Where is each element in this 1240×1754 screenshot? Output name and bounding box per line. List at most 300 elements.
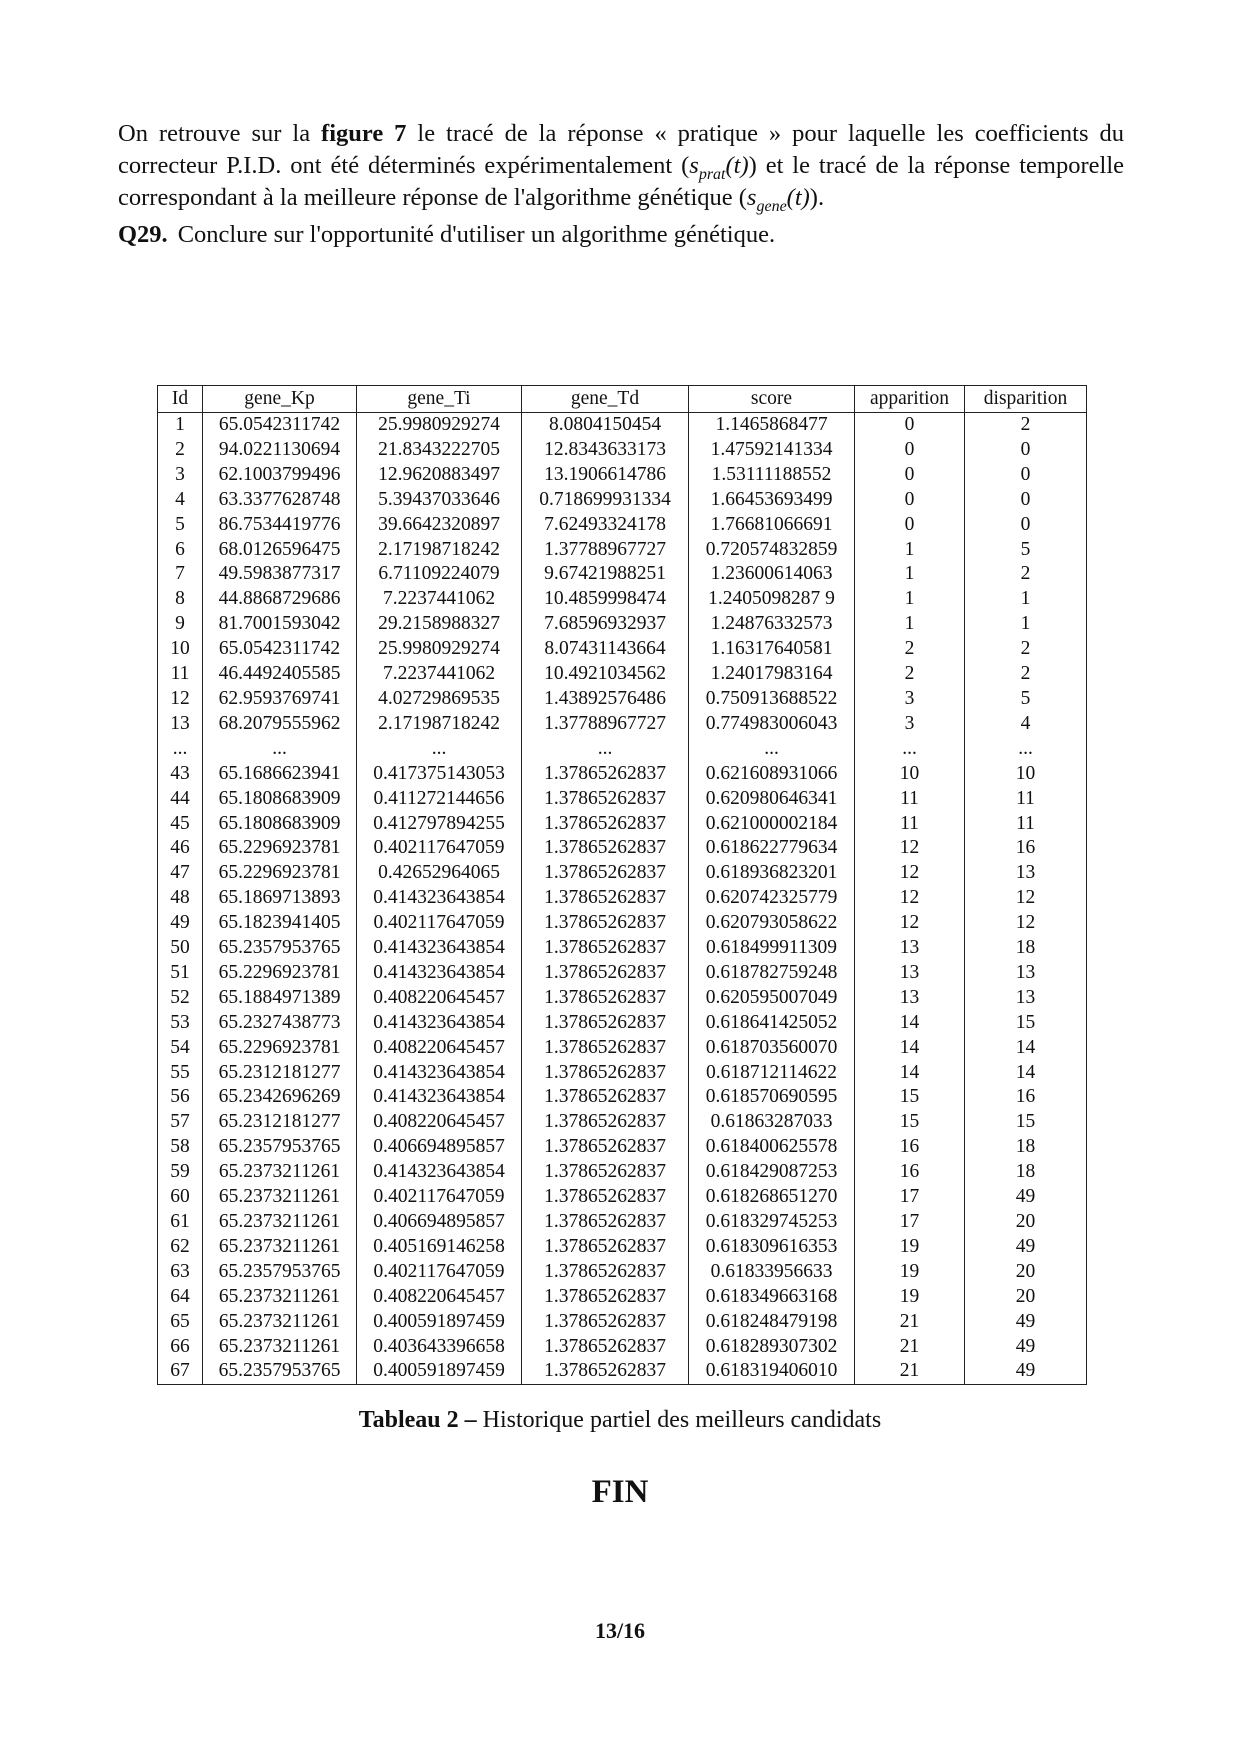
cell-score: 0.621000002184 [689,812,855,837]
cell-id: 62 [158,1235,203,1260]
cell-gene-ti: 7.2237441062 [357,662,522,687]
cell-disparition: 14 [965,1061,1087,1086]
intro-text-part-2: le tracé de la réponse « pratique » pour laquelle les coefficients du correcteur P.I.D. ont été déterminés expérimentalement ( [118,120,1124,179]
cell-gene-ti: 25.9980929274 [357,413,522,438]
intro-text [118,118,1124,214]
table-caption [0,1405,1240,1435]
cell-gene-td: 1.37865262837 [522,886,689,911]
header-gene-kp: gene_Kp [203,386,357,413]
cell-gene-td: 1.37788967727 [522,538,689,563]
table-row [158,787,1087,812]
cell-gene-td: 1.37865262837 [522,762,689,787]
s-gene-symbol: s [746,184,757,211]
cell-gene-td: 1.37865262837 [522,1359,689,1384]
cell-score: 1.47592141334 [689,438,855,463]
cell-disparition: 49 [965,1235,1087,1260]
cell-id: 54 [158,1036,203,1061]
cell-gene-td: 10.4859998474 [522,587,689,612]
cell-id: 3 [158,463,203,488]
cell-disparition: 11 [965,812,1087,837]
cell-score: 0.618782759248 [689,961,855,986]
cell-gene-td: 8.07431143664 [522,637,689,662]
cell-apparition: 0 [855,513,965,538]
table-row [158,488,1087,513]
cell-score: 0.618641425052 [689,1011,855,1036]
cell-gene-kp: 46.4492405585 [203,662,357,687]
cell-id: 46 [158,836,203,861]
cell-apparition: 19 [855,1235,965,1260]
cell-score: 0.618622779634 [689,836,855,861]
cell-score: 0.618349663168 [689,1285,855,1310]
cell-disparition: 18 [965,936,1087,961]
candidates-table [157,385,1087,1385]
table-row [158,1160,1087,1185]
cell-apparition: 13 [855,961,965,986]
cell-apparition: 15 [855,1085,965,1110]
cell-disparition: 1 [965,587,1087,612]
cell-apparition: 2 [855,637,965,662]
cell-gene-kp: 65.2327438773 [203,1011,357,1036]
cell-score: 1.76681066691 [689,513,855,538]
cell-id: 58 [158,1135,203,1160]
cell-disparition: 2 [965,413,1087,438]
cell-gene-td: 1.37865262837 [522,1310,689,1335]
cell-score: 0.618499911309 [689,936,855,961]
cell-gene-kp: 65.2357953765 [203,1135,357,1160]
page-number: 13/16 [594,1618,646,1643]
cell-apparition: 13 [855,986,965,1011]
cell-id: 49 [158,911,203,936]
cell-score: 0.61833956633 [689,1260,855,1285]
table-row [158,1135,1087,1160]
cell-gene-kp: 44.8868729686 [203,587,357,612]
cell-apparition: 12 [855,886,965,911]
cell-gene-ti: 0.412797894255 [357,812,522,837]
cell-disparition: 49 [965,1185,1087,1210]
table-row [158,961,1087,986]
cell-gene-ti: 0.408220645457 [357,1110,522,1135]
cell-apparition: 11 [855,812,965,837]
cell-id: 43 [158,762,203,787]
cell-disparition: 18 [965,1135,1087,1160]
cell-id: 57 [158,1110,203,1135]
cell-disparition: 0 [965,438,1087,463]
s-gene-subscript: gene [756,198,787,215]
cell-gene-ti: 0.414323643854 [357,936,522,961]
table-row [158,1310,1087,1335]
cell-id: 47 [158,861,203,886]
cell-gene-td: 1.43892576486 [522,687,689,712]
cell-apparition: 3 [855,687,965,712]
cell-gene-ti: 0.408220645457 [357,1285,522,1310]
cell-gene-td: 1.37865262837 [522,986,689,1011]
cell-disparition: 15 [965,1110,1087,1135]
header-score: score [689,386,855,413]
cell-disparition: 15 [965,1011,1087,1036]
table-row [158,737,1087,762]
cell-id: 52 [158,986,203,1011]
cell-gene-ti: 0.402117647059 [357,1185,522,1210]
cell-id: 60 [158,1185,203,1210]
cell-gene-kp: 68.0126596475 [203,538,357,563]
cell-gene-td: 12.8343633173 [522,438,689,463]
header-id: Id [158,386,203,413]
cell-gene-ti: 0.42652964065 [357,861,522,886]
cell-id: 8 [158,587,203,612]
cell-id: 64 [158,1285,203,1310]
cell-id: 48 [158,886,203,911]
cell-gene-td: 1.37865262837 [522,936,689,961]
cell-score: 1.16317640581 [689,637,855,662]
cell-score: 1.24017983164 [689,662,855,687]
cell-gene-td: 1.37865262837 [522,836,689,861]
cell-disparition: 12 [965,911,1087,936]
table-row [158,1285,1087,1310]
cell-gene-td: 7.62493324178 [522,513,689,538]
cell-gene-td: 1.37865262837 [522,1185,689,1210]
cell-gene-ti: 0.414323643854 [357,1061,522,1086]
cell-apparition: 15 [855,1110,965,1135]
table-row [158,986,1087,1011]
cell-gene-td: 1.37865262837 [522,1260,689,1285]
cell-disparition: 16 [965,836,1087,861]
cell-id: ... [158,737,203,762]
cell-score: 0.618936823201 [689,861,855,886]
cell-disparition: 14 [965,1036,1087,1061]
cell-id: 63 [158,1260,203,1285]
intro-text-part-1: On retrouve sur la [118,120,322,147]
cell-gene-kp: 65.1823941405 [203,911,357,936]
table-row [158,836,1087,861]
cell-gene-kp: 65.2373211261 [203,1285,357,1310]
cell-disparition: 11 [965,787,1087,812]
cell-score: 0.774983006043 [689,712,855,737]
table-body [158,413,1087,1385]
cell-id: 4 [158,488,203,513]
cell-apparition: 14 [855,1061,965,1086]
table-header-row [158,386,1087,413]
table-row [158,413,1087,438]
table-row [158,1235,1087,1260]
header-gene-ti: gene_Ti [357,386,522,413]
cell-score: 0.618319406010 [689,1359,855,1384]
cell-disparition: 1 [965,612,1087,637]
table-row [158,463,1087,488]
cell-gene-td: 1.37865262837 [522,1011,689,1036]
table-row [158,911,1087,936]
cell-gene-kp: 49.5983877317 [203,562,357,587]
cell-id: 59 [158,1160,203,1185]
cell-id: 5 [158,513,203,538]
cell-gene-td: 1.37865262837 [522,961,689,986]
cell-disparition: 13 [965,861,1087,886]
table-row [158,812,1087,837]
cell-id: 9 [158,612,203,637]
table-row [158,861,1087,886]
cell-apparition: 21 [855,1310,965,1335]
cell-gene-td: 1.37865262837 [522,1235,689,1260]
cell-gene-kp: 65.2296923781 [203,836,357,861]
cell-gene-td: 0.718699931334 [522,488,689,513]
cell-disparition: ... [965,737,1087,762]
cell-apparition: 14 [855,1011,965,1036]
cell-score: 0.618309616353 [689,1235,855,1260]
intro-paragraph [118,118,1124,214]
cell-gene-kp: 65.2373211261 [203,1210,357,1235]
cell-gene-td: 1.37865262837 [522,1061,689,1086]
cell-gene-kp: 65.1808683909 [203,787,357,812]
cell-gene-ti: 0.402117647059 [357,1260,522,1285]
cell-gene-ti: 0.400591897459 [357,1310,522,1335]
cell-score: 0.618712114622 [689,1061,855,1086]
s-prat-symbol: s [689,152,699,179]
cell-score: 0.750913688522 [689,687,855,712]
cell-apparition: 19 [855,1285,965,1310]
cell-gene-ti: 0.406694895857 [357,1210,522,1235]
cell-score: 0.618570690595 [689,1085,855,1110]
table-row [158,687,1087,712]
cell-gene-ti: 6.71109224079 [357,562,522,587]
cell-gene-ti: 0.417375143053 [357,762,522,787]
cell-gene-td: 1.37865262837 [522,1285,689,1310]
cell-id: 11 [158,662,203,687]
cell-gene-ti: 0.408220645457 [357,1036,522,1061]
cell-gene-td: 9.67421988251 [522,562,689,587]
cell-score: 1.53111188552 [689,463,855,488]
cell-gene-td: 10.4921034562 [522,662,689,687]
cell-gene-ti: 39.6642320897 [357,513,522,538]
cell-id: 12 [158,687,203,712]
cell-apparition: 1 [855,587,965,612]
cell-apparition: 2 [855,662,965,687]
cell-id: 55 [158,1061,203,1086]
cell-disparition: 0 [965,488,1087,513]
cell-apparition: ... [855,737,965,762]
cell-disparition: 20 [965,1285,1087,1310]
cell-gene-ti: 0.400591897459 [357,1359,522,1384]
cell-gene-ti: 5.39437033646 [357,488,522,513]
cell-id: 53 [158,1011,203,1036]
table-row [158,637,1087,662]
question-text: Conclure sur l'opportunité d'utiliser un algorithme génétique. [177,221,776,248]
s-prat-argument: (t) [725,152,749,179]
table-row [158,438,1087,463]
cell-id: 67 [158,1359,203,1384]
cell-gene-td: 1.37865262837 [522,1085,689,1110]
table-row [158,1335,1087,1360]
cell-gene-ti: 0.402117647059 [357,911,522,936]
cell-apparition: 17 [855,1185,965,1210]
cell-id: 50 [158,936,203,961]
cell-disparition: 49 [965,1310,1087,1335]
cell-gene-kp: 65.2357953765 [203,1260,357,1285]
cell-score: 0.618248479198 [689,1310,855,1335]
cell-gene-kp: 65.2373211261 [203,1185,357,1210]
cell-score: 0.61863287033 [689,1110,855,1135]
cell-score: 0.720574832859 [689,538,855,563]
cell-apparition: 21 [855,1335,965,1360]
cell-gene-ti: 7.2237441062 [357,587,522,612]
cell-gene-td: 8.0804150454 [522,413,689,438]
cell-disparition: 2 [965,662,1087,687]
table-row [158,1210,1087,1235]
intro-text-part-3: ) et le tracé de la réponse temporelle correspondant à la meilleure réponse de l'algorithme génétique ( [118,152,1124,211]
cell-gene-kp: 65.0542311742 [203,637,357,662]
cell-id: 44 [158,787,203,812]
cell-gene-kp: 81.7001593042 [203,612,357,637]
question-q29 [118,219,775,251]
cell-apparition: 14 [855,1036,965,1061]
cell-apparition: 12 [855,861,965,886]
cell-gene-td: 13.1906614786 [522,463,689,488]
cell-gene-td: 1.37865262837 [522,812,689,837]
cell-gene-td: 1.37865262837 [522,787,689,812]
cell-gene-ti: ... [357,737,522,762]
cell-gene-ti: 0.414323643854 [357,1011,522,1036]
table-row [158,886,1087,911]
cell-disparition: 20 [965,1210,1087,1235]
cell-gene-ti: 2.17198718242 [357,712,522,737]
cell-disparition: 18 [965,1160,1087,1185]
cell-gene-ti: 0.414323643854 [357,886,522,911]
table-row [158,1061,1087,1086]
table-row [158,1011,1087,1036]
cell-score: 0.618703560070 [689,1036,855,1061]
cell-score: 0.620595007049 [689,986,855,1011]
table-row [158,513,1087,538]
table-row [158,1036,1087,1061]
cell-id: 51 [158,961,203,986]
s-gene-argument: (t) [786,184,810,211]
cell-gene-ti: 21.8343222705 [357,438,522,463]
cell-disparition: 5 [965,687,1087,712]
cell-gene-kp: 65.2373211261 [203,1335,357,1360]
cell-apparition: 16 [855,1135,965,1160]
cell-apparition: 1 [855,612,965,637]
cell-id: 45 [158,812,203,837]
cell-gene-kp: 65.2373211261 [203,1160,357,1185]
cell-gene-ti: 25.9980929274 [357,637,522,662]
cell-gene-kp: 65.2312181277 [203,1110,357,1135]
cell-score: 0.620742325779 [689,886,855,911]
cell-apparition: 12 [855,911,965,936]
table-row [158,1085,1087,1110]
cell-gene-ti: 0.403643396658 [357,1335,522,1360]
cell-score: 0.621608931066 [689,762,855,787]
cell-gene-kp: 65.2373211261 [203,1235,357,1260]
table-row [158,1110,1087,1135]
cell-apparition: 1 [855,562,965,587]
cell-id: 10 [158,637,203,662]
cell-gene-ti: 2.17198718242 [357,538,522,563]
header-apparition: apparition [855,386,965,413]
cell-gene-td: 1.37865262837 [522,911,689,936]
cell-gene-td: 1.37788967727 [522,712,689,737]
cell-id: 6 [158,538,203,563]
cell-id: 56 [158,1085,203,1110]
table-row [158,612,1087,637]
cell-gene-td: 1.37865262837 [522,861,689,886]
cell-gene-kp: ... [203,737,357,762]
cell-gene-td: 1.37865262837 [522,1335,689,1360]
cell-gene-kp: 65.1884971389 [203,986,357,1011]
cell-gene-kp: 62.1003799496 [203,463,357,488]
table-row [158,1359,1087,1384]
cell-gene-kp: 94.0221130694 [203,438,357,463]
cell-score: 0.620980646341 [689,787,855,812]
s-prat-subscript: prat [698,166,726,183]
cell-score: 1.66453693499 [689,488,855,513]
intro-text-part-4: ). [809,184,825,211]
cell-gene-ti: 0.406694895857 [357,1135,522,1160]
cell-id: 2 [158,438,203,463]
caption-text: Historique partiel des meilleurs candidats [476,1407,882,1433]
cell-apparition: 13 [855,936,965,961]
cell-disparition: 2 [965,637,1087,662]
cell-gene-ti: 0.414323643854 [357,1160,522,1185]
cell-apparition: 10 [855,762,965,787]
cell-apparition: 3 [855,712,965,737]
cell-disparition: 12 [965,886,1087,911]
table-row [158,762,1087,787]
cell-disparition: 5 [965,538,1087,563]
cell-apparition: 19 [855,1260,965,1285]
cell-gene-ti: 0.402117647059 [357,836,522,861]
table-row [158,936,1087,961]
table-row [158,662,1087,687]
cell-score: 0.620793058622 [689,911,855,936]
cell-disparition: 16 [965,1085,1087,1110]
cell-apparition: 1 [855,538,965,563]
caption-label: Tableau 2 – [358,1407,477,1433]
cell-gene-ti: 0.414323643854 [357,961,522,986]
cell-gene-kp: 63.3377628748 [203,488,357,513]
cell-gene-ti: 0.408220645457 [357,986,522,1011]
cell-gene-ti: 0.411272144656 [357,787,522,812]
cell-disparition: 13 [965,986,1087,1011]
cell-score: 1.23600614063 [689,562,855,587]
cell-gene-ti: 12.9620883497 [357,463,522,488]
cell-gene-kp: 65.1869713893 [203,886,357,911]
cell-score: 0.618329745253 [689,1210,855,1235]
cell-apparition: 0 [855,438,965,463]
cell-gene-td: ... [522,737,689,762]
cell-score: 1.1465868477 [689,413,855,438]
table-row [158,1185,1087,1210]
cell-score: 0.618268651270 [689,1185,855,1210]
cell-disparition: 49 [965,1359,1087,1384]
cell-gene-td: 1.37865262837 [522,1160,689,1185]
cell-id: 13 [158,712,203,737]
cell-apparition: 21 [855,1359,965,1384]
cell-gene-ti: 29.2158988327 [357,612,522,637]
cell-score: 0.618289307302 [689,1335,855,1360]
cell-gene-kp: 65.2296923781 [203,861,357,886]
cell-gene-td: 7.68596932937 [522,612,689,637]
cell-gene-kp: 65.2373211261 [203,1310,357,1335]
cell-apparition: 11 [855,787,965,812]
cell-gene-kp: 65.2357953765 [203,936,357,961]
table-row [158,587,1087,612]
cell-gene-ti: 0.414323643854 [357,1085,522,1110]
cell-gene-kp: 65.2342696269 [203,1085,357,1110]
cell-disparition: 10 [965,762,1087,787]
figure-reference: figure 7 [321,120,407,147]
cell-id: 7 [158,562,203,587]
cell-gene-ti: 0.405169146258 [357,1235,522,1260]
cell-gene-ti: 4.02729869535 [357,687,522,712]
table-row [158,712,1087,737]
